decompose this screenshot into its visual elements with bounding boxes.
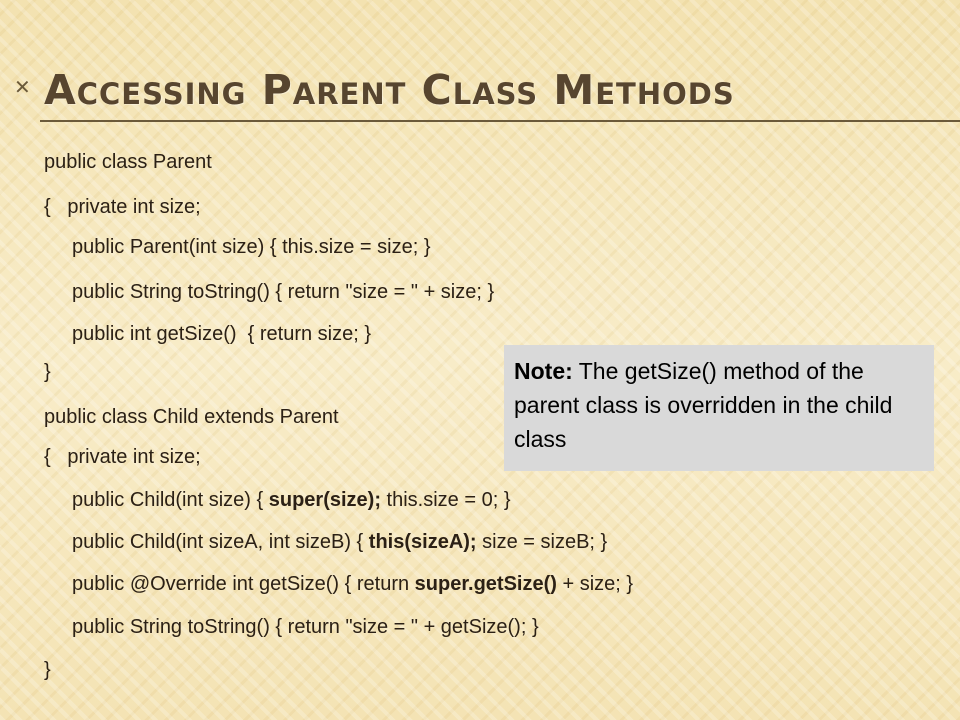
code-text: public class Parent <box>44 151 212 173</box>
code-line <box>44 195 201 219</box>
code-text: + size; } <box>556 573 634 595</box>
code-line <box>72 530 607 554</box>
code-text: public Child(int sizeA, int sizeB) { <box>72 531 369 553</box>
title-underline <box>40 120 960 122</box>
code-text: size = sizeB; } <box>476 531 608 553</box>
code-text: public @Override int getSize() { return <box>72 573 415 595</box>
code-line <box>44 150 212 174</box>
code-text: { private int size; <box>44 446 201 468</box>
title-bullet-icon: ✕ <box>14 77 31 99</box>
code-line <box>72 235 431 259</box>
code-keyword-highlight: super.getSize() <box>414 573 557 595</box>
code-text: public class Child extends Parent <box>44 406 339 428</box>
code-text: public Parent(int size) { this.size = size; } <box>72 236 431 258</box>
code-line <box>44 360 51 384</box>
note-label: Note: <box>514 358 573 384</box>
code-line <box>44 405 339 429</box>
code-text: public String toString() { return "size = " + size; } <box>72 281 495 303</box>
code-line <box>44 445 201 469</box>
code-line <box>72 280 494 304</box>
code-text: } <box>44 659 51 681</box>
note-text: The getSize() method of the parent class is overridden in the child class <box>514 358 893 452</box>
code-text: public String toString() { return "size = " + getSize(); } <box>72 616 539 638</box>
slide-title: Accessing Parent Class Methods <box>44 66 735 114</box>
code-line <box>44 658 51 682</box>
code-keyword-highlight: super(size); <box>268 489 381 511</box>
code-text: this.size = 0; } <box>381 489 511 511</box>
note-callout <box>504 345 934 471</box>
code-line <box>72 488 511 512</box>
code-text: { private int size; <box>44 196 201 218</box>
code-line <box>72 615 539 639</box>
code-line <box>72 322 371 346</box>
code-text: public int getSize() { return size; } <box>72 323 372 345</box>
code-line <box>72 572 633 596</box>
code-text: public Child(int size) { <box>72 489 269 511</box>
code-keyword-highlight: this(sizeA); <box>368 531 477 553</box>
code-text: } <box>44 361 51 383</box>
